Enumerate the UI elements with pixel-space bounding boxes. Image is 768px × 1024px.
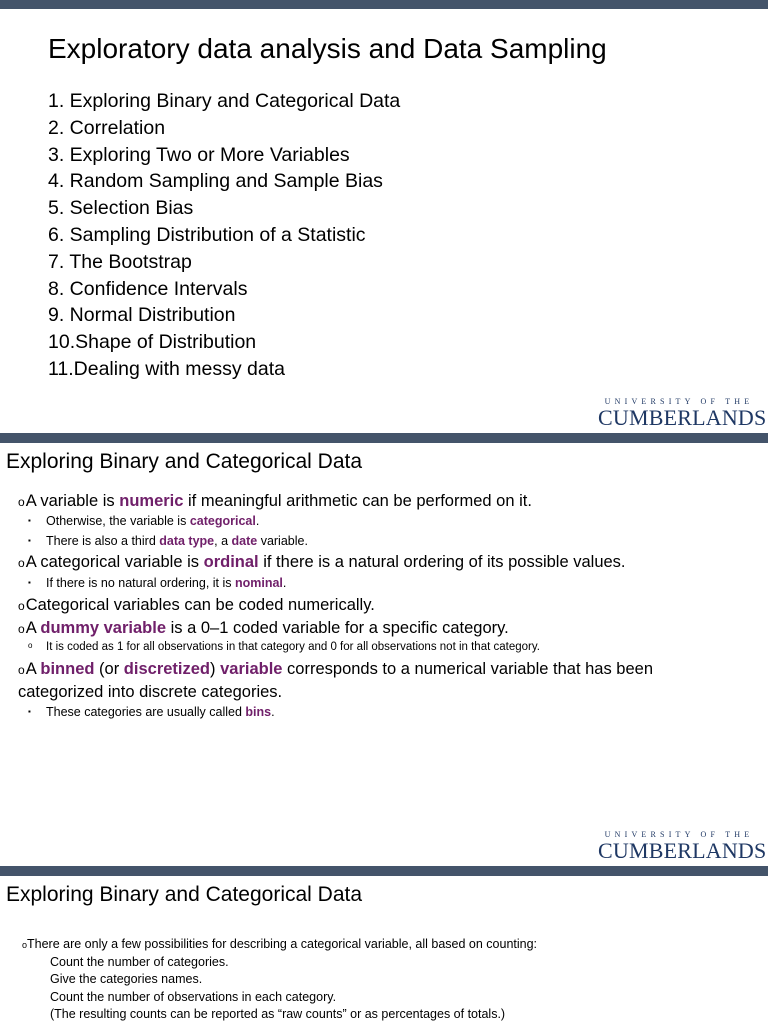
sub-bullet-nominal: ▪ If there is no natural ordering, it is nominal. [28, 576, 287, 590]
topic-item: 10.Shape of Distribution [48, 331, 257, 354]
bullet-numeric: oA variable is numeric if meaningful arithmetic can be performed on it. [18, 492, 532, 510]
sub-bullet-dummy-coding: o It is coded as 1 for all observations in that category and 0 for all observations not in that category. [28, 641, 540, 653]
logo-tagline: UNIVERSITY OF THE [604, 397, 754, 406]
topic-item: 6. Sampling Distribution of a Statistic [48, 223, 366, 246]
circle-bullet-icon: o [22, 940, 28, 950]
topic-item: 2. Correlation [48, 116, 166, 139]
circle-bullet-icon: o [28, 641, 33, 650]
topic-item: 3. Exploring Two or More Variables [48, 143, 350, 166]
circle-bullet-icon: o [18, 663, 25, 677]
slide2-top-bar [0, 433, 768, 443]
logo-wordmark: CUMBERLANDS [598, 405, 767, 430]
counting-line: (The resulting counts can be reported as “raw counts” or as percentages of totals.) [50, 1007, 506, 1021]
university-logo [598, 397, 767, 430]
square-bullet-icon: ▪ [28, 578, 31, 587]
square-bullet-icon: ▪ [28, 516, 31, 525]
bullet-binned-continued: categorized into discrete categories. [18, 683, 283, 701]
sub-bullet-categorical: ▪ Otherwise, the variable is categorical. [28, 514, 260, 528]
university-logo [598, 830, 767, 863]
square-bullet-icon: ▪ [28, 536, 31, 545]
topic-item: 4. Random Sampling and Sample Bias [48, 170, 383, 193]
counting-line: Count the number of observations in each category. [50, 990, 337, 1004]
counting-line: Count the number of categories. [50, 955, 229, 969]
circle-bullet-icon: o [18, 495, 25, 509]
logo-tagline: UNIVERSITY OF THE [604, 830, 754, 839]
counting-lead: oThere are only a few possibilities for describing a categorical variable, all based on counting: [22, 937, 538, 951]
bullet-dummy-variable: oA dummy variable is a 0–1 coded variable for a specific category. [18, 619, 509, 637]
topic-item: 9. Normal Distribution [48, 304, 236, 327]
topic-item: 11.Dealing with messy data [48, 357, 286, 380]
circle-bullet-icon: o [18, 599, 25, 613]
bullet-coded-numerically: oCategorical variables can be coded numerically. [18, 596, 375, 614]
topic-item: 5. Selection Bias [48, 197, 194, 220]
logo-wordmark: CUMBERLANDS [598, 838, 767, 863]
slide1-title: Exploratory data analysis and Data Sampling [48, 33, 607, 64]
bullet-ordinal: oA categorical variable is ordinal if there is a natural ordering of its possible values. [18, 553, 626, 571]
slide1-top-bar [0, 0, 768, 9]
slide2-title: Exploring Binary and Categorical Data [6, 450, 363, 473]
topic-list [48, 88, 400, 383]
counting-line: Give the categories names. [50, 972, 203, 986]
topic-item: 8. Confidence Intervals [48, 277, 248, 300]
slide3-title: Exploring Binary and Categorical Data [6, 883, 363, 906]
bullet-binned-variable: oA binned (or discretized) variable corresponds to a numerical variable that has been [18, 660, 654, 678]
topic-item: 1. Exploring Binary and Categorical Data [48, 90, 401, 112]
circle-bullet-icon: o [18, 622, 25, 636]
sub-bullet-bins: ▪ These categories are usually called bins. [28, 705, 275, 719]
sub-bullet-date-type: ▪ There is also a third data type, a date variable. [28, 534, 308, 548]
topic-item: 7. The Bootstrap [48, 250, 192, 273]
slide3-top-bar [0, 866, 768, 876]
square-bullet-icon: ▪ [28, 707, 31, 716]
circle-bullet-icon: o [18, 556, 25, 570]
